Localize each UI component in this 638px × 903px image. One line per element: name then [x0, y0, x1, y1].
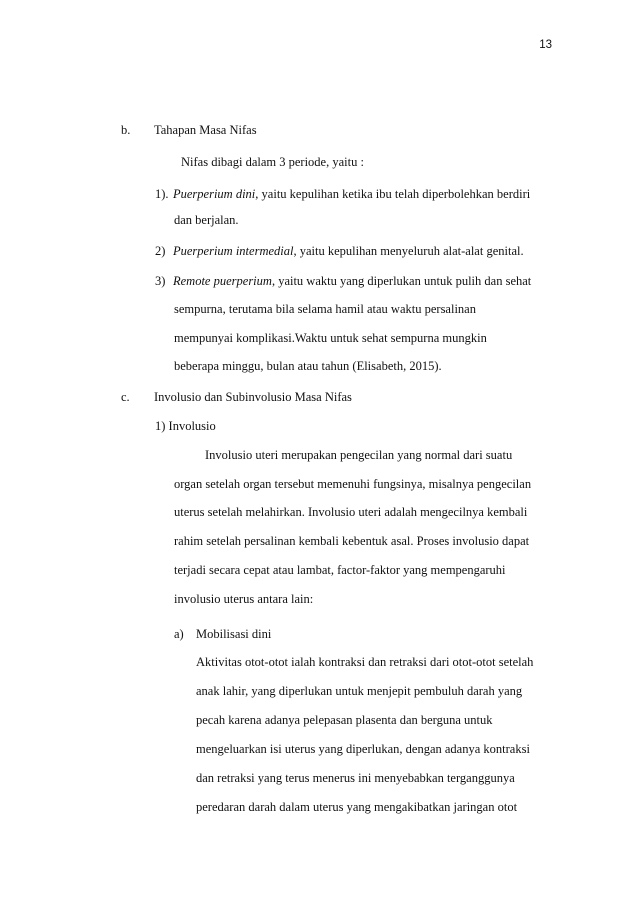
list-item-3-line-3: mempunyai komplikasi.Waktu untuk sehat sempurna mungkin: [174, 331, 487, 345]
list-item-1-term: Puerperium dini: [173, 187, 256, 201]
list-item-3-line-2: [174, 301, 546, 317]
list-item-1-text: , yaitu kepulihan ketika ibu telah diperbolehkan berdiri: [255, 187, 531, 201]
mobilisasi-paragraph-line-5: dan retraksi yang terus menerus ini menyebabkan terganggunya: [196, 771, 515, 785]
section-b-heading: Tahapan Masa Nifas: [154, 123, 257, 137]
list-item-3-marker: 3): [155, 274, 166, 288]
mobilisasi-paragraph-line-4: mengeluarkan isi uterus yang diperlukan, dengan adanya kontraksi: [196, 742, 530, 756]
section-c-marker: c.: [121, 390, 130, 404]
section-b-intro: Nifas dibagi dalam 3 periode, yaitu :: [181, 155, 364, 169]
involusio-paragraph-line-1: Involusio uteri merupakan pengecilan yang normal dari suatu: [205, 448, 513, 462]
page-number: 13: [539, 39, 552, 51]
section-c-heading-line: [121, 389, 352, 405]
involusio-paragraph-line-2: organ setelah organ tersebut memenuhi fungsinya, misalnya pengecilan: [174, 477, 532, 491]
section-c-heading: Involusio dan Subinvolusio Masa Nifas: [154, 390, 352, 404]
mobilisasi-paragraph-line-3: pecah karena adanya pelepasan plasenta dan berguna untuk: [196, 713, 493, 727]
list-item-3-text: , yaitu waktu yang diperlukan untuk pulih dan sehat: [271, 274, 532, 288]
list-item-2-marker: 2): [155, 244, 166, 258]
mobilisasi-paragraph-line-2: anak lahir, yang diperlukan untuk menjepit pembuluh darah yang: [196, 684, 523, 698]
involusio-heading: 1) Involusio: [155, 419, 216, 433]
mobilisasi-paragraph-line-6: peredaran darah dalam uterus yang mengakibatkan jaringan otot: [196, 800, 518, 814]
list-item-3-line-2-text: sempurna, terutama bila selama hamil atau waktu persalinan: [174, 302, 476, 316]
list-item-3-line-4: beberapa minggu, bulan atau tahun (Elisabeth, 2015).: [174, 359, 442, 373]
list-item-3-term: Remote puerperium: [173, 274, 272, 288]
involusio-paragraph-line-3: uterus setelah melahirkan. Involusio uteri adalah mengecilnya kembali: [174, 505, 528, 519]
involusio-paragraph-line-4: rahim setelah persalinan kembali kebentuk asal. Proses involusio dapat: [174, 534, 530, 548]
involusio-paragraph-line-6: involusio uterus antara lain:: [174, 592, 314, 606]
list-item-3: [155, 273, 531, 289]
section-b-marker: b.: [121, 123, 131, 137]
list-item-2-text: , yaitu kepulihan menyeluruh alat-alat genital.: [293, 244, 524, 258]
involusio-paragraph-line-5: terjadi secara cepat atau lambat, factor-faktor yang mempengaruhi: [174, 563, 506, 577]
mobilisasi-paragraph-line-1: Aktivitas otot-otot ialah kontraksi dan retraksi dari otot-otot setelah: [196, 655, 534, 669]
list-item-2-term: Puerperium intermedial: [173, 244, 294, 258]
list-item-2: [155, 243, 524, 259]
list-item-1-continuation: dan berjalan.: [174, 213, 239, 227]
section-b-heading-line: [121, 122, 257, 138]
mobilisasi-heading: Mobilisasi dini: [196, 627, 272, 641]
list-item-1: [155, 186, 530, 202]
mobilisasi-marker: a): [174, 627, 184, 641]
mobilisasi-heading-line: [174, 626, 271, 642]
list-item-1-marker: 1).: [155, 187, 169, 201]
